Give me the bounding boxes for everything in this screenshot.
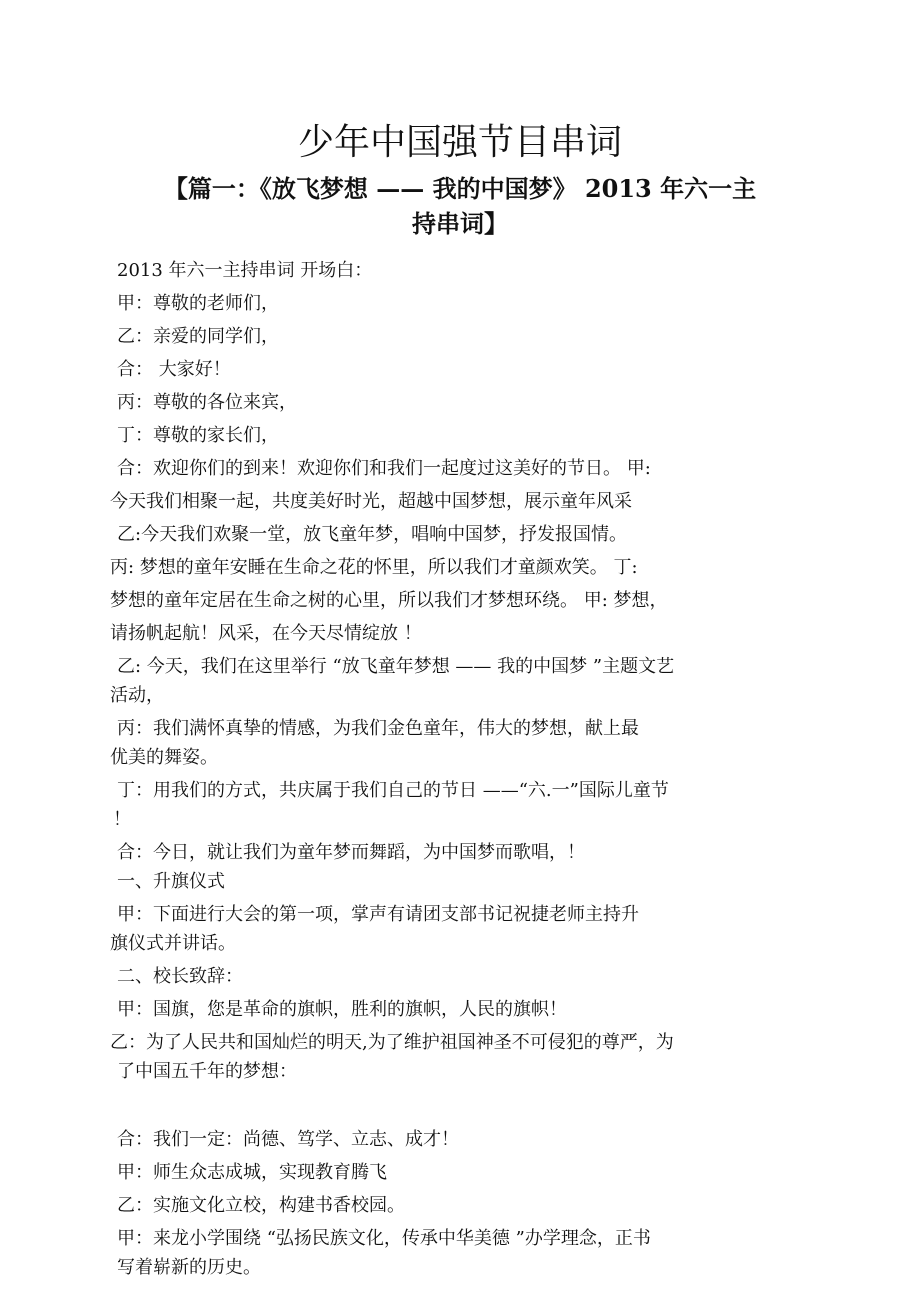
- document-subtitle-line-1: 【篇一：《放飞梦想 —— 我的中国梦》 2013 年六一主: [163, 174, 757, 203]
- text-line: 乙：亲爱的同学们，: [117, 326, 279, 347]
- text-line: 甲：师生众志成城，实现教育腾飞: [117, 1162, 387, 1183]
- text-line: 2013 年六一主持串词 开场白：: [117, 260, 373, 281]
- text-line: 丁：用我们的方式，共庆属于我们自己的节日 ——“六.一”国际儿童节: [117, 780, 669, 801]
- text-line: 丙：我们满怀真挚的情感，为我们金色童年，伟大的梦想，献上最: [117, 718, 639, 739]
- text-line: 旗仪式并讲话。: [110, 933, 236, 954]
- text-line: 合： 大家好！: [117, 359, 231, 380]
- text-line: 今天我们相聚一起，共度美好时光，超越中国梦想，展示童年风采: [110, 491, 632, 512]
- text-line: 二、校长致辞：: [117, 966, 243, 987]
- text-line: 一、升旗仪式: [117, 871, 225, 892]
- text-line: 写着崭新的历史。: [117, 1257, 261, 1278]
- text-line: 乙：为了人民共和国灿烂的明天,为了维护祖国神圣不可侵犯的尊严，为: [110, 1032, 674, 1053]
- text-line: 梦想的童年定居在生命之树的心里，所以我们才梦想环绕。 甲: 梦想，: [110, 590, 668, 611]
- document-title: 少年中国强节目串词: [297, 122, 622, 163]
- text-line: 合：今日，就让我们为童年梦而舞蹈，为中国梦而歌唱，！: [117, 842, 585, 863]
- text-line: 丙：尊敬的各位来宾，: [117, 392, 297, 413]
- text-line: 甲：尊敬的老师们，: [117, 293, 279, 314]
- text-line: 乙：实施文化立校，构建书香校园。: [117, 1195, 405, 1216]
- text-line: 丁：尊敬的家长们，: [117, 425, 279, 446]
- text-line: 活动，: [110, 685, 164, 706]
- text-line: 了中国五千年的梦想：: [117, 1061, 297, 1082]
- text-line: 请扬帆起航！风采，在今天尽情绽放 ！: [110, 623, 422, 644]
- text-line: 乙:今天我们欢聚一堂，放飞童年梦，唱响中国梦，抒发报国情。: [117, 524, 628, 545]
- text-line: 合：我们一定：尚德、笃学、立志、成才！: [117, 1129, 459, 1150]
- text-line: 甲：国旗，您是革命的旗帜，胜利的旗帜，人民的旗帜！: [117, 999, 567, 1020]
- text-line: 优美的舞姿。: [110, 747, 218, 768]
- text-line: 甲：下面进行大会的第一项，掌声有请团支部书记祝捷老师主持升: [117, 904, 639, 925]
- text-line: ！: [113, 809, 131, 830]
- document-subtitle-line-2: 持串词】: [412, 209, 508, 238]
- text-line: 甲：来龙小学围绕 “弘扬民族文化，传承中华美德 ”办学理念，正书: [117, 1228, 651, 1249]
- text-line: 丙: 梦想的童年安睡在生命之花的怀里，所以我们才童颜欢笑。 丁:: [110, 557, 638, 578]
- text-line: 乙: 今天，我们在这里举行 “放飞童年梦想 —— 我的中国梦 ”主题文艺: [117, 656, 675, 677]
- text-line: 合：欢迎你们的到来！欢迎你们和我们一起度过这美好的节日。 甲:: [117, 458, 651, 479]
